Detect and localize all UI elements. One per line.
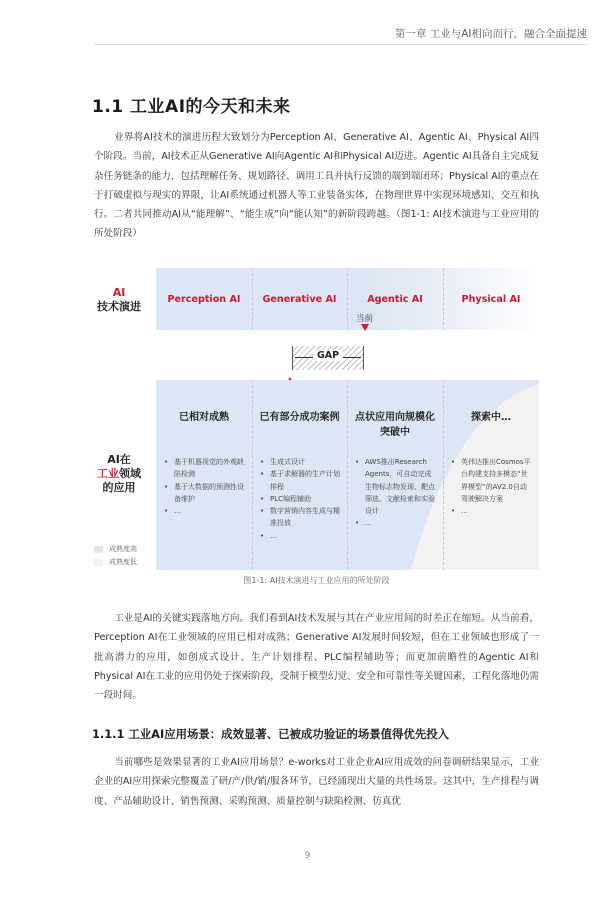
list-item: • 基于求解器的生产计划排程: [260, 468, 341, 493]
subsection-title: 1.1.1 工业AI应用场景：成效显著、已被成功验证的场景值得优先投入: [92, 727, 449, 741]
application-band: [156, 380, 539, 570]
list-item: • 基于大数据的预测性设备维护: [164, 481, 246, 506]
current-label-top: 当前: [356, 314, 374, 324]
list-item: • …: [355, 517, 437, 529]
list-item: • 基于机器视觉的外观缺陷检测: [164, 456, 246, 481]
column-exploring: [443, 380, 539, 570]
legend-label: 成熟度高: [109, 545, 137, 553]
stage-perception: Perception AI: [167, 293, 241, 305]
evolution-band: [156, 268, 539, 330]
column-title: 已有部分成功案例: [259, 412, 340, 423]
paragraph-intro-text: 业界将AI技术的演进历程大致划分为Perception AI、Generative AI、Agentic AI、Physical AI四个阶段。当前，AI技术正从Generative AI向Agentic AI和Physical AI迈进。Agentic AI具备自主完成复杂任务链条的能力，包括理解任务、规划路径、调用工具并执行反馈的端到端闭环；Physical AI的重点在于打破虚拟与现实的界限，让AI系统通过机器人等工业装备实体，在物理世界中实现环境感知、交互和执行。二者共同推动AI从“能理解”、“能生成”向“能认知”的新阶段跨越。（图1-1: AI技术演进与工业应用的所处阶段）: [94, 132, 539, 240]
legend-swatch-high: [94, 546, 103, 553]
legend-high: [94, 544, 137, 554]
column-items: [260, 456, 341, 542]
list-item: • 生成式设计: [260, 456, 341, 468]
label-tech-evolution: 技术演进: [97, 300, 141, 313]
stage-generative: Generative AI: [262, 293, 337, 305]
gap-label: GAP: [313, 350, 343, 361]
paragraph-industry-text: 工业是AI的关键实践落地方向。我们看到AI技术发展与其在产业应用间的时差正在缩短。从当前看，Perception AI在工业领域的应用已相对成熟；Generative AI发展时间较短，但在工业领域也形成了一批高潜力的应用，如创成式设计、生产计划排程、PLC编程辅助等；而更加前瞻性的Agentic AI和Physical AI在工业的应用仍处于探索阶段，受制于模型幻觉、安全和可靠性等关键因素，工程化落地仍需一段时间。: [94, 613, 539, 702]
section-title: 1.1 工业AI的今天和未来: [92, 97, 291, 117]
list-item: • 数字营销内容生成与精准投放: [260, 505, 341, 530]
running-head: 第一章 工业与AI相向而行，融合全面提速: [394, 28, 587, 40]
list-item: • 英伟达推出Cosmos平台构建支持多模态“世界模型”的AV2.0自动驾驶解决方案: [451, 456, 533, 505]
column-mature: [156, 380, 252, 570]
legend-label: 成熟度低: [109, 558, 137, 566]
column-title: 已相对成熟: [179, 412, 229, 423]
legend-low: [94, 557, 137, 567]
column-items: [355, 456, 437, 530]
gap-indicator: [292, 346, 364, 370]
label-ai-in: AI在: [107, 453, 131, 466]
current-marker-top: [361, 324, 369, 331]
label-domain: 领域: [119, 467, 141, 480]
column-scaling: [347, 380, 443, 570]
figure-caption: 图1-1: AI技术演进与工业应用的所处阶段: [243, 576, 390, 585]
label-application: 的应用: [102, 481, 136, 494]
list-item: • …: [164, 505, 246, 517]
header-divider: [94, 44, 587, 45]
legend-swatch-low: [94, 559, 103, 566]
column-items: [451, 456, 533, 517]
column-items: [164, 456, 246, 517]
label-ai: AI: [112, 286, 126, 299]
stage-physical: Physical AI: [461, 293, 521, 305]
column-title: 点状应用向规模化突破中: [355, 412, 435, 438]
paragraph-intro: [94, 128, 539, 244]
paragraph-industry: [94, 609, 539, 705]
page-number: 9: [304, 851, 311, 861]
stage-agentic: Agentic AI: [367, 293, 423, 305]
paragraph-scenarios-text: 当前哪些是效果显著的工业AI应用场景？e-works对工业企业AI应用成效的问卷调研结果显示，工业企业的AI应用探索完整覆盖了研/产/供/销/服各环节，已经涌现出大量的共性场景。这其中，生产排程与调度、产品辅助设计、销售预测、采购预测、质量控制与缺陷检测、仿真优: [94, 757, 539, 807]
label-ai-evolution: [94, 286, 144, 314]
label-ai-in-industry: [94, 453, 144, 495]
list-item: • PLC编程辅助: [260, 493, 341, 505]
paragraph-scenarios: [94, 753, 539, 811]
list-item: • …: [451, 505, 533, 517]
column-partial-success: [252, 380, 347, 570]
column-title: 探索中…: [471, 412, 511, 423]
list-item: • …: [260, 530, 341, 542]
figure-ai-evolution: [94, 266, 539, 576]
list-item: • AWS推出Research Agents，可自动完成生物标志物发现、靶点筛选、文献检索和实验设计: [355, 456, 437, 517]
label-industry: 工业: [97, 467, 119, 480]
